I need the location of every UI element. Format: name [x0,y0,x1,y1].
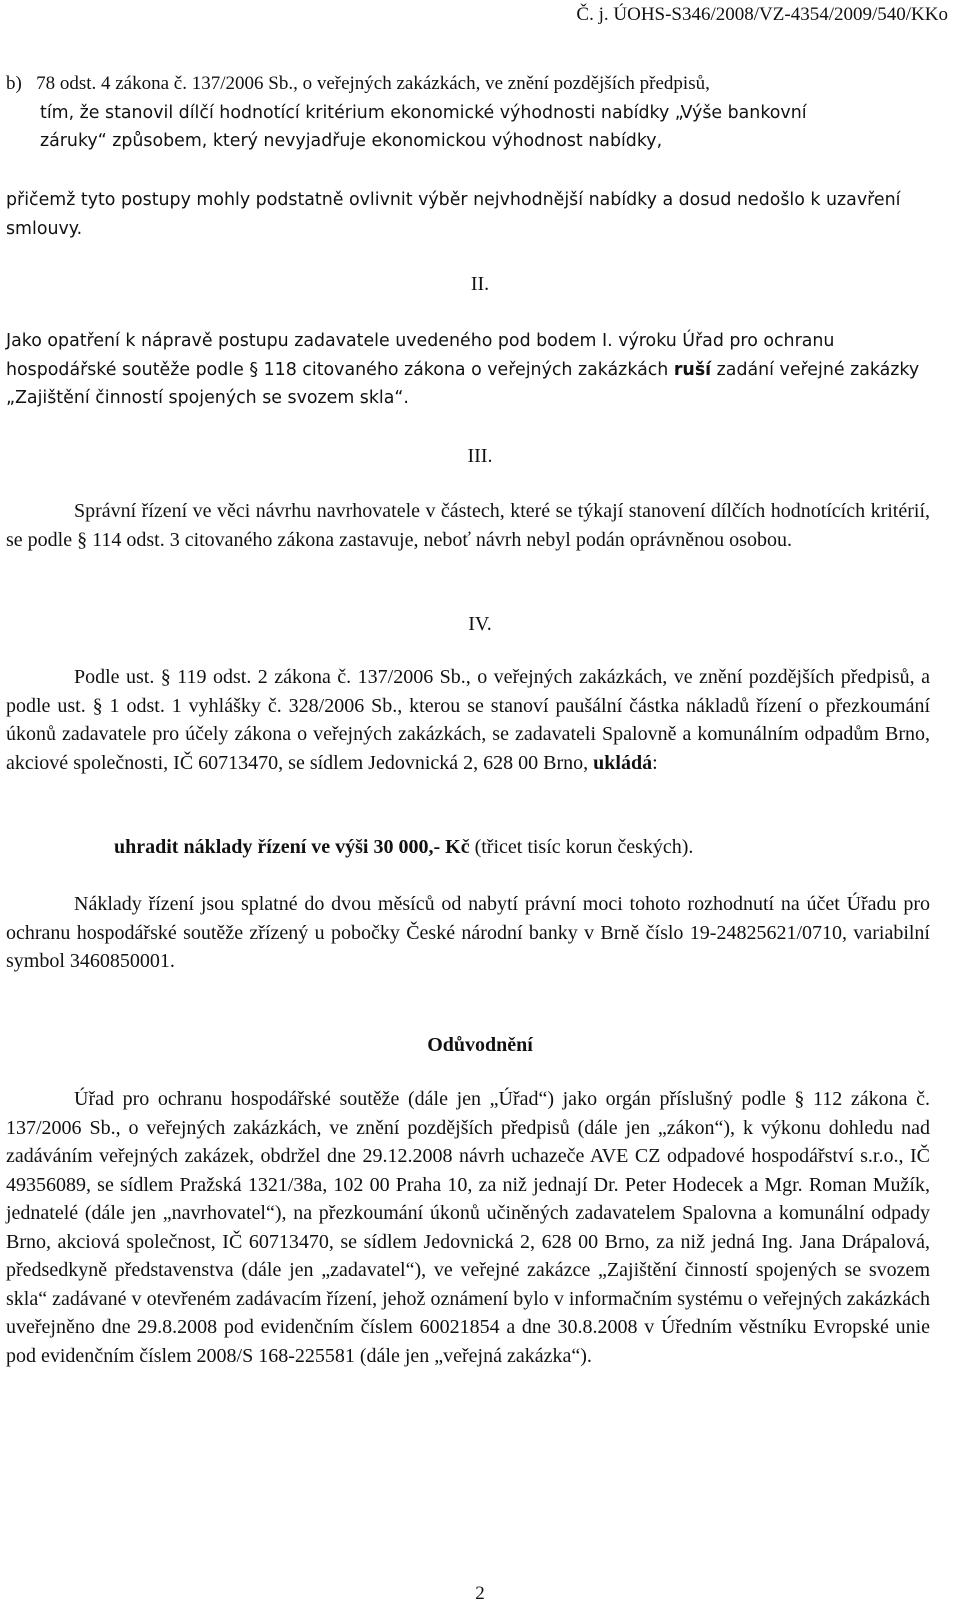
document-reference: Č. j. ÚOHS-S346/2008/VZ-4354/2009/540/KKo [576,4,948,25]
page-number: 2 [475,1583,485,1604]
section-iv-numeral: IV. [468,613,492,635]
section-iv-paragraph [6,663,930,777]
whereby-paragraph: přičemž tyto postupy mohly podstatně ovlivnit výběr nejvhodnější nabídky a dosud nedošlo k uzavření smlouvy. [6,190,901,239]
costs-words: (třicet tisíc korun českých). [469,836,694,858]
point-b-line-3: záruky“ způsobem, který nevyjadřuje ekonomickou výhodnost nabídky, [40,131,663,151]
payment-paragraph: Náklady řízení jsou splatné do dvou měsíců od nabytí právní moci tohoto rozhodnutí na účet Úřadu pro ochranu hospodářské soutěže zřízený u pobočky České národní banky v Brně číslo 19-24825621/0710, variabilní symbol 3460850001. [6,893,930,972]
verdict-point-b [6,70,930,156]
section-iv-text-before: Podle ust. § 119 odst. 2 zákona č. 137/2006 Sb., o veřejných zakázkách, ve znění pozdějších předpisů, a podle ust. § 1 odst. 1 vyhlášky č. 328/2006 Sb., kterou se stanoví paušální částka nákladů řízení o přezkoumání úkonů zadavatele pro účely zákona o veřejných zakázkách, se zadavateli Spalovně a komunálním odpadům Brno, akciové společnosti, IČ 60713470, se sídlem Jedovnická 2, 628 00 Brno, [6,666,930,774]
section-iv-text-after: : [652,751,658,774]
section-iii-numeral: III. [467,445,493,467]
section-iv-bold: ukládá [593,751,653,774]
section-ii-text-after: zadání veřejné zakázky „Zajištění činností spojených se svozem skla“. [6,359,920,408]
costs-amount: uhradit náklady řízení ve výši 30 000,- Kč [114,836,470,858]
reasoning-heading: Odůvodnění [427,1034,533,1056]
section-ii-paragraph [6,327,930,413]
section-ii-text-before: Jako opatření k nápravě postupu zadavatele uvedeného pod bodem I. výroku Úřad pro ochranu hospodářské soutěže podle § 118 citovaného zákona o veřejných zakázkách [6,331,835,380]
section-ii-numeral: II. [470,273,490,295]
point-b-line-2: tím, že stanovil dílčí hodnotící kritérium ekonomické výhodnosti nabídky „Výše bankovní [40,102,807,123]
reasoning-paragraph: Úřad pro ochranu hospodářské soutěže (dále jen „Úřad“) jako orgán příslušný podle § 112 zákona č. 137/2006 Sb., o veřejných zakázkách, ve znění pozdějších předpisů (dále jen „zákon“), k výkonu dohledu nad zadáváním veřejných zakázek, obdržel dne 29.12.2008 návrh uchazeče AVE CZ odpadové hospodářství s.r.o., IČ 49356089, se sídlem Pražská 1321/38a, 102 00 Praha 10, za niž jednají Dr. Peter Hodecek a Mgr. Roman Mužík, jednatelé (dále jen „navrhovatel“), na přezkoumání úkonů učiněných zadavatelem Spalovna a komunální odpady Brno, akciová společnost, IČ 60713470, se sídlem Jedovnická 2, 628 00 Brno, za niž jedná Ing. Jana Drápalová, předsedkyně představenstva (dále jen „zadavatel“), ve veřejné zakázce „Zajištění činností spojených se svozem skla“ zadávané v otevřeném zadávacím řízení, jehož oznámení bylo v informačním systému o veřejných zakázkách uveřejněno dne 29.8.2008 pod evidenčním číslem 60021854 a dne 30.8.2008 v Úředním věstníku Evropské unie pod evidenčním číslem 2008/S 168-225581 (dále jen „veřejná zakázka“). [6,1088,930,1367]
costs-statement [6,833,934,862]
point-b-line-1: b) 78 odst. 4 zákona č. 137/2006 Sb., o veřejných zakázkách, ve znění pozdějších předpisů, [6,73,710,94]
section-iii-paragraph: Správní řízení ve věci návrhu navrhovatele v částech, které se týkají stanovení dílčích hodnotících kritérií, se podle § 114 odst. 3 citovaného zákona zastavuje, neboť návrh nebyl podán oprávněnou osobou. [6,500,930,551]
section-ii-bold: ruší [673,359,712,380]
